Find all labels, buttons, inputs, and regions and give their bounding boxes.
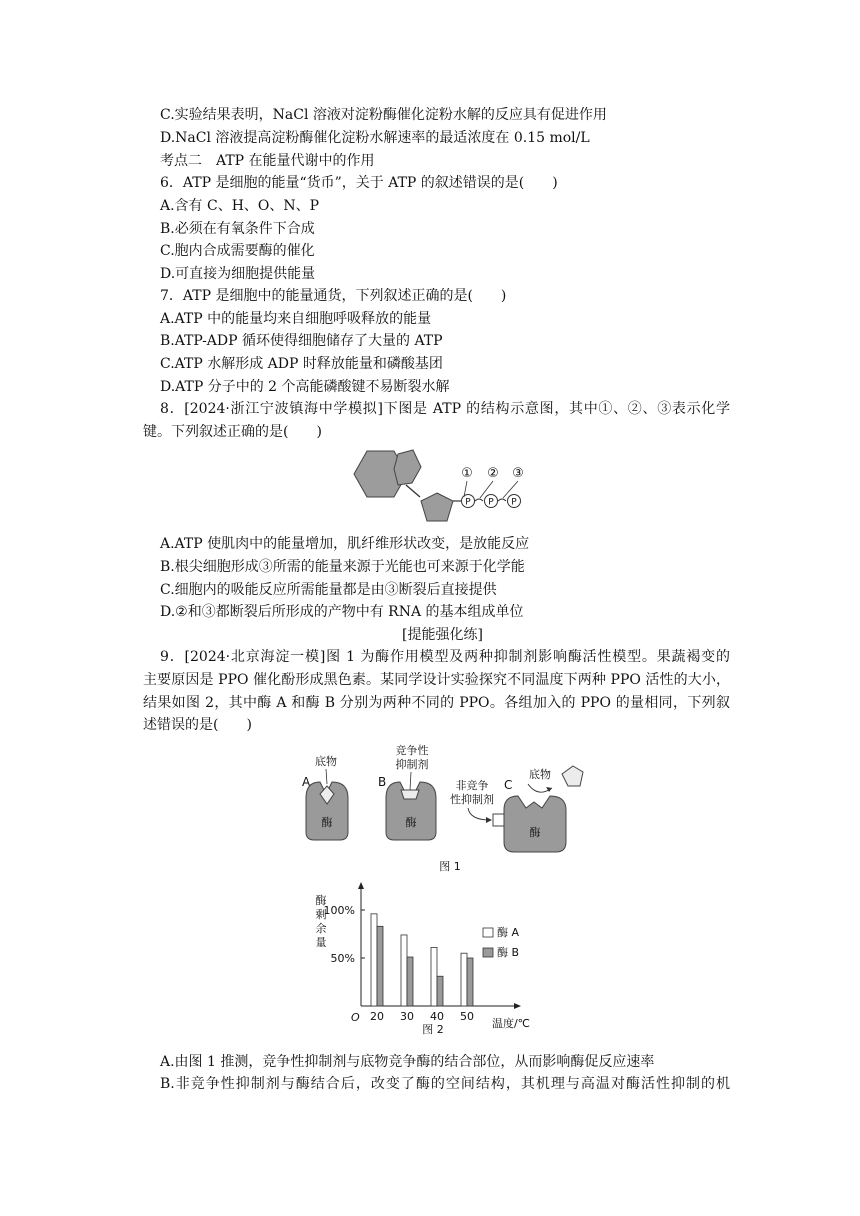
- enzyme-c: [504, 796, 566, 852]
- y-axis-arrow: [358, 882, 364, 889]
- bar-enzyme-a-50: [461, 953, 467, 1006]
- figure-1-enzyme-models: [290, 742, 610, 877]
- bar-enzyme-a-40: [431, 947, 437, 1006]
- q6-option-c: C.胞内合成需要酶的催化: [160, 243, 315, 259]
- q7-option-a: A.ATP 中的能量均来自细胞呼吸释放的能量: [160, 311, 432, 327]
- question-9-line4: 述错误的是( ): [143, 717, 252, 733]
- bond-label-2: ②: [487, 466, 499, 481]
- q8-option-c: C.细胞内的吸能反应所需能量都是由③断裂后直接提供: [160, 582, 497, 598]
- question-9-line1: 9．[2024·北京海淀一模]图 1 为酶作用模型及两种抑制剂影响酶活性模型。果蔬褐变的: [160, 649, 730, 665]
- bar-enzyme-a-30: [401, 935, 407, 1006]
- panel-a-label: A: [302, 775, 311, 789]
- q7-option-b: B.ATP-ADP 循环使得细胞储存了大量的 ATP: [160, 333, 443, 349]
- substrate-pointer-a: [326, 769, 327, 784]
- x-tick-label: 50: [460, 1010, 474, 1023]
- bond-label-1: ①: [461, 466, 473, 481]
- bond-label-3: ③: [512, 466, 524, 481]
- y-axis-title-char: 余: [315, 922, 327, 935]
- section-label: [提能强化练]: [402, 627, 483, 643]
- bar-enzyme-a-20: [371, 914, 377, 1006]
- figure-2-caption: 图 2: [422, 1023, 444, 1036]
- competitive-pointer: [410, 772, 411, 790]
- ribose-pentagon: [421, 493, 453, 521]
- y-axis-title-char: 酶: [315, 894, 327, 907]
- section-heading: 考点二 ATP 在能量代谢中的作用: [160, 153, 375, 169]
- noncompetitive-inhibitor: [493, 814, 504, 826]
- y-tick-label: 50%: [330, 952, 355, 965]
- noncompetitive-label-1: 非竞争: [455, 779, 489, 792]
- figure-1-caption: 图 1: [439, 860, 461, 873]
- atp-structure-diagram: [340, 445, 540, 529]
- bar-enzyme-b-50: [467, 958, 473, 1006]
- y-axis-title-char: 量: [315, 936, 327, 949]
- x-tick-label: 30: [400, 1010, 414, 1023]
- figure-2-bar-chart: [305, 880, 545, 1040]
- high-energy-bond-1: [475, 499, 483, 501]
- q6-option-b: B.必须在有氧条件下合成: [160, 221, 315, 237]
- origin-label: O: [351, 1011, 360, 1024]
- q6-option-d: D.可直接为细胞提供能量: [160, 266, 316, 282]
- question-9-line3: 结果如图 2，其中酶 A 和酶 B 分别为两种不同的 PPO。各组加入的 PPO 的量相同，下列叙: [143, 695, 730, 711]
- q7-option-c: C.ATP 水解形成 ADP 时释放能量和磷酸基团: [160, 356, 443, 372]
- q8-option-b: B.根尖细胞形成③所需的能量来源于光能也可来源于化学能: [160, 559, 525, 575]
- legend-swatch: [483, 928, 493, 937]
- q8-option-d: D.②和③都断裂后所形成的产物中有 RNA 的基本组成单位: [160, 604, 524, 620]
- legend-label: 酶 B: [497, 946, 520, 959]
- x-axis-title: 温度/℃: [491, 1017, 531, 1030]
- x-tick-label: 20: [370, 1010, 384, 1023]
- high-energy-bond-2: [498, 499, 506, 501]
- competitive-inhibitor: [401, 790, 419, 799]
- q9-option-a: A.由图 1 推测，竞争性抑制剂与底物竞争酶的结合部位，从而影响酶促反应速率: [160, 1054, 655, 1070]
- substrate-label-c: 底物: [529, 768, 551, 781]
- base-sugar-bond: [406, 485, 420, 497]
- q7-option-d: D.ATP 分子中的 2 个高能磷酸键不易断裂水解: [160, 379, 450, 395]
- enzyme-label-c: 酶: [529, 826, 541, 839]
- q8-option-a: A.ATP 使肌肉中的能量增加，肌纤维形状改变，是放能反应: [160, 536, 530, 552]
- substrate-label-a: 底物: [315, 755, 337, 768]
- adenine-pentagon: [394, 450, 421, 485]
- y-axis-title-char: 剩: [315, 908, 327, 921]
- question-9-line2: 主要原因是 PPO 催化酚形成黑色素。某同学设计实验探究不同温度下两种 PPO 活性的大小，: [143, 672, 730, 688]
- question-7: 7．ATP 是细胞中的能量通货，下列叙述正确的是( ): [160, 288, 507, 304]
- question-8-line1: 8．[2024·浙江宁波镇海中学模拟]下图是 ATP 的结构示意图，其中①、②、③表示化学: [160, 401, 730, 417]
- inhibitor-arrowhead: [486, 817, 492, 823]
- competitive-label-2: 抑制剂: [395, 758, 429, 771]
- q9-option-b: B.非竞争性抑制剂与酶结合后，改变了酶的空间结构，其机理与高温对酶活性抑制的机: [160, 1076, 730, 1092]
- competitive-label-1: 竞争性: [395, 744, 429, 757]
- panel-b-label: B: [378, 775, 387, 789]
- x-axis-arrow: [514, 1003, 521, 1009]
- legend-swatch: [483, 948, 493, 957]
- y-tick-label: 100%: [323, 904, 355, 917]
- y-axis-title: [316, 893, 327, 949]
- question-8-line2: 键。下列叙述正确的是( ): [143, 424, 322, 440]
- phosphate-3-label: P: [511, 497, 517, 508]
- panel-c-label: C: [504, 778, 513, 792]
- bar-enzyme-b-30: [407, 957, 413, 1006]
- x-tick-label: 40: [430, 1010, 444, 1023]
- option-c-line: C.实验结果表明，NaCl 溶液对淀粉酶催化淀粉水解的反应具有促进作用: [160, 107, 607, 123]
- enzyme-label-a: 酶: [321, 816, 333, 829]
- bar-enzyme-b-20: [377, 926, 383, 1006]
- enzyme-label-b: 酶: [405, 816, 417, 829]
- bar-enzyme-b-40: [437, 976, 443, 1006]
- legend-label: 酶 A: [497, 926, 520, 939]
- phosphate-1-label: P: [465, 497, 471, 508]
- q6-option-a: A.含有 C、H、O、N、P: [160, 198, 320, 214]
- released-substrate: [562, 766, 583, 786]
- question-6: 6．ATP 是细胞的能量“货币”，关于 ATP 的叙述错误的是( ): [160, 175, 558, 191]
- phosphate-2-label: P: [488, 497, 494, 508]
- option-d-line: D.NaCl 溶液提高淀粉酶催化淀粉水解速率的最适浓度在 0.15 mol/L: [160, 130, 590, 146]
- noncompetitive-label-2: 性抑制剂: [450, 793, 494, 806]
